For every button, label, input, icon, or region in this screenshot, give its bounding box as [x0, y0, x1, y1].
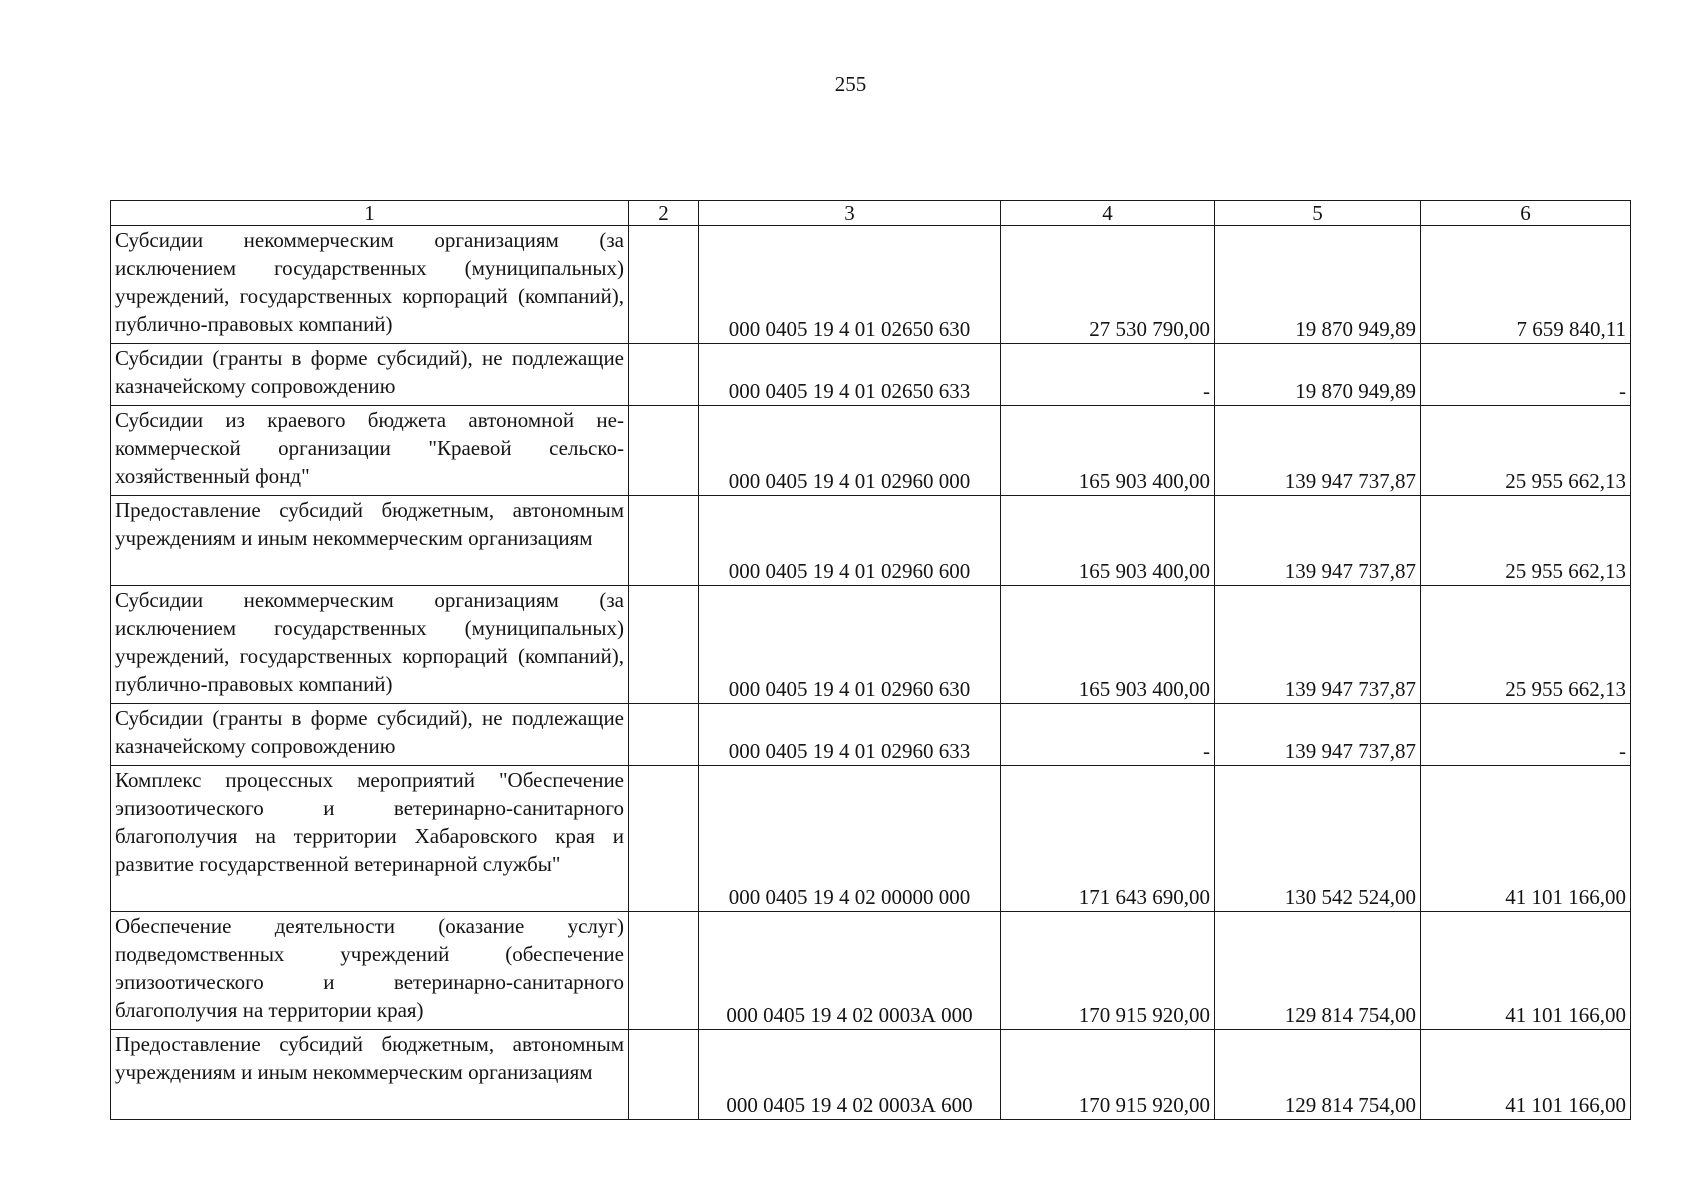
row-col5: 129 814 754,00	[1215, 912, 1421, 1030]
table-row	[111, 912, 1631, 1030]
table-row	[111, 766, 1631, 912]
row-col5: 139 947 737,87	[1215, 704, 1421, 766]
row-col5: 19 870 949,89	[1215, 226, 1421, 344]
row-code: 000 0405 19 4 01 02650 630	[699, 226, 1001, 344]
row-code: 000 0405 19 4 01 02650 633	[699, 344, 1001, 406]
row-col4: 165 903 400,00	[1001, 586, 1215, 704]
table-row	[111, 1030, 1631, 1120]
row-code: 000 0405 19 4 01 02960 000	[699, 406, 1001, 496]
row-col4: 165 903 400,00	[1001, 406, 1215, 496]
row-col5: 19 870 949,89	[1215, 344, 1421, 406]
header-row	[111, 201, 1631, 226]
column-header-1: 1	[111, 201, 629, 226]
row-col5: 130 542 524,00	[1215, 766, 1421, 912]
row-col2	[629, 1030, 699, 1120]
row-name: Обеспечение деятельности (оказание услуг) подведомственных учреждений (обеспечение эпизоотического и ветеринарно-санитарного благополучия на территории края)	[111, 912, 629, 1030]
row-col4: -	[1001, 344, 1215, 406]
row-col6: 41 101 166,00	[1421, 1030, 1631, 1120]
row-name: Субсидии (гранты в форме субсидий), не подлежащие казначейскому сопровождению	[111, 704, 629, 766]
table-row	[111, 344, 1631, 406]
row-col2	[629, 766, 699, 912]
row-col6: 25 955 662,13	[1421, 496, 1631, 586]
row-name: Предоставление субсидий бюджетным, автономным учреждениям и иным некоммерческим организациям	[111, 496, 629, 586]
row-col6: -	[1421, 704, 1631, 766]
row-col4: 171 643 690,00	[1001, 766, 1215, 912]
column-header-2: 2	[629, 201, 699, 226]
row-code: 000 0405 19 4 01 02960 633	[699, 704, 1001, 766]
row-code: 000 0405 19 4 01 02960 600	[699, 496, 1001, 586]
row-col5: 139 947 737,87	[1215, 496, 1421, 586]
row-col2	[629, 406, 699, 496]
row-name: Субсидии (гранты в форме субсидий), не подлежащие казначейскому сопровождению	[111, 344, 629, 406]
row-name: Субсидии некоммерческим организациям (за исключением государственных (муниципальных) учреждений, государственных корпораций (компаний), публично-правовых компаний)	[111, 226, 629, 344]
table-row	[111, 406, 1631, 496]
table-row	[111, 586, 1631, 704]
row-col4: -	[1001, 704, 1215, 766]
row-col5: 139 947 737,87	[1215, 586, 1421, 704]
row-col6: 25 955 662,13	[1421, 586, 1631, 704]
table-row	[111, 704, 1631, 766]
row-col6: 41 101 166,00	[1421, 912, 1631, 1030]
row-col5: 139 947 737,87	[1215, 406, 1421, 496]
page-number: 255	[834, 72, 867, 96]
row-col4: 165 903 400,00	[1001, 496, 1215, 586]
row-col6: 7 659 840,11	[1421, 226, 1631, 344]
row-col2	[629, 496, 699, 586]
row-code: 000 0405 19 4 02 00000 000	[699, 766, 1001, 912]
row-col2	[629, 586, 699, 704]
row-col6: 25 955 662,13	[1421, 406, 1631, 496]
row-col4: 170 915 920,00	[1001, 1030, 1215, 1120]
row-col4: 27 530 790,00	[1001, 226, 1215, 344]
row-name: Субсидии некоммерческим организациям (за исключением государственных (муниципальных) учреждений, государственных корпораций (компаний), публично-правовых компаний)	[111, 586, 629, 704]
table-row	[111, 496, 1631, 586]
row-code: 000 0405 19 4 02 0003А 000	[699, 912, 1001, 1030]
row-col2	[629, 226, 699, 344]
row-col2	[629, 704, 699, 766]
column-header-4: 4	[1001, 201, 1215, 226]
row-col2	[629, 344, 699, 406]
column-header-3: 3	[699, 201, 1001, 226]
row-col6: -	[1421, 344, 1631, 406]
row-code: 000 0405 19 4 02 0003А 600	[699, 1030, 1001, 1120]
row-col2	[629, 912, 699, 1030]
row-code: 000 0405 19 4 01 02960 630	[699, 586, 1001, 704]
row-col6: 41 101 166,00	[1421, 766, 1631, 912]
row-name: Комплекс процессных мероприятий "Обеспечение эпизоотического и ветеринарно-санитарного благополучия на территории Хабаровского края и развитие государственной ветеринарной службы"	[111, 766, 629, 912]
row-name: Субсидии из краевого бюджета автономной некоммерческой организации "Краевой сельскохозяйственный фонд"	[111, 406, 629, 496]
column-header-5: 5	[1215, 201, 1421, 226]
column-header-6: 6	[1421, 201, 1631, 226]
table-row	[111, 226, 1631, 344]
budget-table	[110, 200, 1631, 1120]
row-col5: 129 814 754,00	[1215, 1030, 1421, 1120]
row-col4: 170 915 920,00	[1001, 912, 1215, 1030]
row-name: Предоставление субсидий бюджетным, автономным учреждениям и иным некоммерческим организациям	[111, 1030, 629, 1120]
